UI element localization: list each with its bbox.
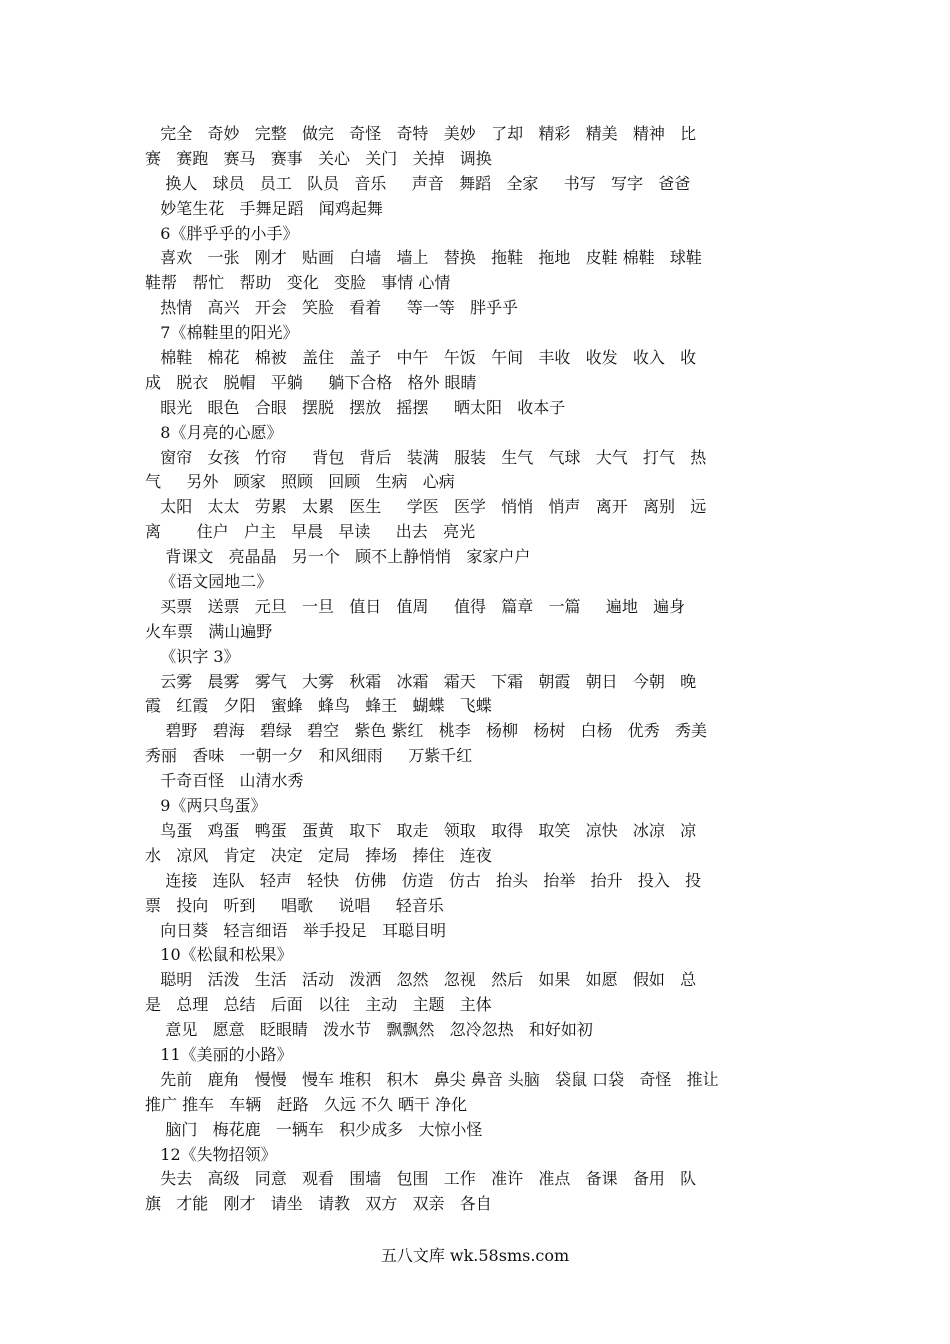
text-line: 换人 球员 员工 队员 音乐 声音 舞蹈 全家 书写 写字 爸爸 bbox=[145, 173, 691, 193]
text-line: 秀丽 香味 一朝一夕 和风细雨 万紫千红 bbox=[145, 746, 473, 766]
text-line: 云雾 晨雾 雾气 大雾 秋霜 冰霜 霜天 下霜 朝霞 朝日 今朝 晚 bbox=[145, 671, 697, 691]
text-line: 旗 才能 刚才 请坐 请教 双方 双亲 各自 bbox=[145, 1194, 492, 1214]
vocabulary-list bbox=[145, 122, 813, 1217]
lesson-heading: 7《棉鞋里的阳光》 bbox=[145, 323, 299, 343]
text-line: 是 总理 总结 后面 以往 主动 主题 主体 bbox=[145, 995, 492, 1015]
text-line: 妙笔生花 手舞足蹈 闻鸡起舞 bbox=[145, 198, 383, 218]
text-line: 火车票 满山遍野 bbox=[145, 621, 273, 641]
lesson-heading: 6《胖乎乎的小手》 bbox=[145, 223, 299, 243]
text-line: 推广 推车 车辆 赶路 久远 不久 晒干 净化 bbox=[145, 1094, 468, 1114]
text-line: 连接 连队 轻声 轻快 仿佛 仿造 仿古 抬头 抬举 抬升 投入 投 bbox=[145, 870, 702, 890]
text-line: 聪明 活泼 生活 活动 泼洒 忽然 忽视 然后 如果 如愿 假如 总 bbox=[145, 970, 697, 990]
lesson-heading: 《语文园地二》 bbox=[145, 572, 273, 592]
text-line: 水 凉风 肯定 决定 定局 捧场 捧住 连夜 bbox=[145, 845, 492, 865]
text-line: 成 脱衣 脱帽 平躺 躺下合格 格外 眼睛 bbox=[145, 372, 477, 392]
lesson-heading: 11《美丽的小路》 bbox=[145, 1044, 293, 1064]
text-line: 太阳 太太 劳累 太累 医生 学医 医学 悄悄 悄声 离开 离别 远 bbox=[145, 497, 707, 517]
text-line: 离 住户 户主 早晨 早读 出去 亮光 bbox=[145, 522, 476, 542]
text-line: 票 投向 听到 唱歌 说唱 轻音乐 bbox=[145, 895, 444, 915]
text-line: 鸟蛋 鸡蛋 鸭蛋 蛋黄 取下 取走 领取 取得 取笑 凉快 冰凉 凉 bbox=[145, 820, 697, 840]
text-line: 脑门 梅花鹿 一辆车 积少成多 大惊小怪 bbox=[145, 1119, 483, 1139]
text-line: 热情 高兴 开会 笑脸 看着 等一等 胖乎乎 bbox=[145, 298, 518, 318]
text-line: 意见 愿意 眨眼睛 泼水节 飘飘然 忽冷忽热 和好如初 bbox=[145, 1020, 593, 1040]
lesson-heading: 《识字 3》 bbox=[145, 646, 240, 666]
text-line: 眼光 眼色 合眼 摆脱 摆放 摇摆 晒太阳 收本子 bbox=[145, 397, 566, 417]
text-line: 完全 奇妙 完整 做完 奇怪 奇特 美妙 了却 精彩 精美 精神 比 bbox=[145, 124, 697, 143]
text-line: 失去 高级 同意 观看 围墙 包围 工作 准许 准点 备课 备用 队 bbox=[145, 1169, 697, 1189]
footer-watermark: 五八文库 wk.58sms.com bbox=[380, 1246, 570, 1265]
text-line: 喜欢 一张 刚才 贴画 白墙 墙上 替换 拖鞋 拖地 皮鞋 棉鞋 球鞋 bbox=[145, 248, 702, 268]
lesson-heading: 9《两只鸟蛋》 bbox=[145, 796, 267, 816]
text-line: 向日葵 轻言细语 举手投足 耳聪目明 bbox=[145, 920, 447, 940]
text-line: 棉鞋 棉花 棉被 盖住 盖子 中午 午饭 午间 丰收 收发 收入 收 bbox=[145, 348, 697, 368]
text-line: 鞋帮 帮忙 帮助 变化 变脸 事情 心情 bbox=[145, 273, 451, 293]
lesson-heading: 8《月亮的心愿》 bbox=[145, 422, 283, 442]
text-line: 窗帘 女孩 竹帘 背包 背后 装满 服装 生气 气球 大气 打气 热 bbox=[145, 447, 707, 467]
text-line: 千奇百怪 山清水秀 bbox=[145, 771, 304, 791]
text-line: 赛 赛跑 赛马 赛事 关心 关门 关掉 调换 bbox=[145, 148, 492, 168]
text-line: 霞 红霞 夕阳 蜜蜂 蜂鸟 蜂王 蝴蝶 飞蝶 bbox=[145, 696, 492, 716]
text-line: 买票 送票 元旦 一旦 值日 值周 值得 篇章 一篇 遍地 遍身 bbox=[145, 596, 686, 616]
text-line: 气 另外 顾家 照顾 回顾 生病 心病 bbox=[145, 472, 455, 492]
lesson-heading: 12《失物招领》 bbox=[145, 1144, 277, 1164]
text-line: 先前 鹿角 慢慢 慢车 堆积 积木 鼻尖 鼻音 头脑 袋鼠 口袋 奇怪 推让 bbox=[145, 1069, 719, 1089]
text-line: 碧野 碧海 碧绿 碧空 紫色 紫红 桃李 杨柳 杨树 白杨 优秀 秀美 bbox=[145, 721, 708, 741]
text-line: 背课文 亮晶晶 另一个 顾不上静悄悄 家家户户 bbox=[145, 547, 531, 567]
lesson-heading: 10《松鼠和松果》 bbox=[145, 945, 293, 965]
